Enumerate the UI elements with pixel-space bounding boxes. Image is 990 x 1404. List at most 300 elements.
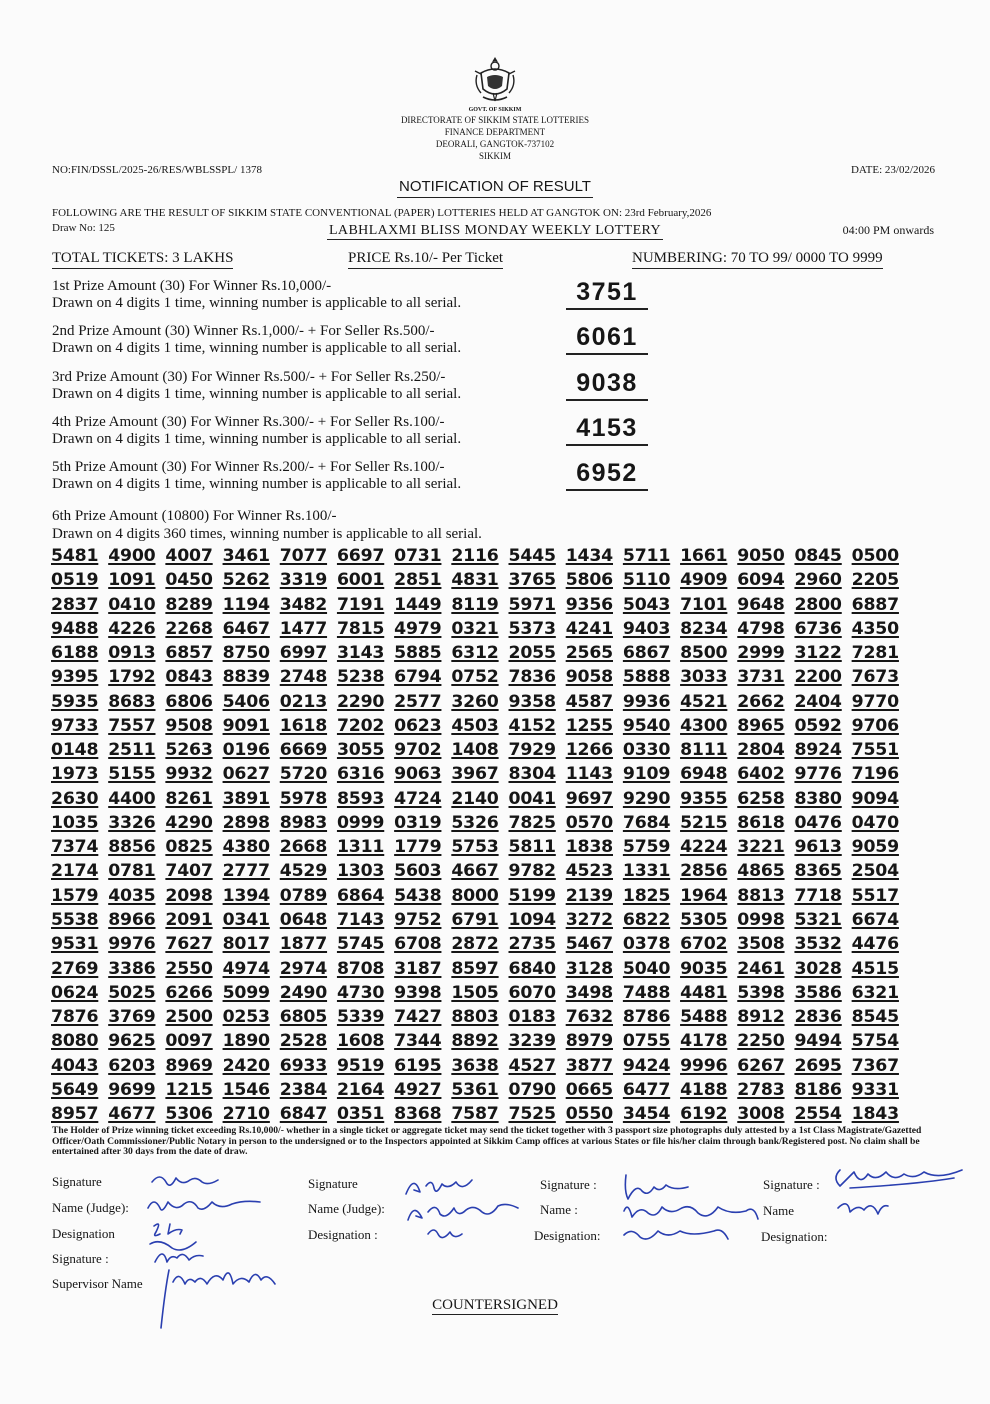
sixth-prize-number: 5467 (565, 934, 613, 955)
sixth-prize-number: 8368 (394, 1104, 442, 1125)
sixth-prize-number: 8234 (680, 618, 728, 639)
sixth-prize-number: 9050 (737, 546, 785, 566)
sixth-prize-number: 9702 (394, 740, 442, 761)
sixth-prize-number: 1091 (108, 570, 156, 591)
sixth-prize-number: 6070 (508, 982, 556, 1003)
prize-row-5 (52, 459, 638, 499)
sixth-prize-number: 5339 (336, 1007, 385, 1028)
sixth-prize-number: 1890 (222, 1031, 270, 1052)
sixth-prize-number: 2098 (165, 885, 213, 906)
sixth-prize-number: 9648 (737, 594, 785, 615)
sixth-prize-number: 4152 (508, 715, 556, 736)
sixth-prize-number: 8593 (336, 788, 385, 809)
sixth-prize-number: 4515 (851, 958, 899, 979)
sixth-prize-number: 6001 (336, 570, 385, 591)
state-emblem-icon (473, 55, 517, 107)
notification-date: DATE: 23/02/2026 (850, 164, 935, 176)
sixth-prize-number: 6736 (794, 618, 842, 639)
prize-row-4 (52, 414, 638, 454)
sixth-prize-number: 2205 (851, 570, 899, 591)
sixth-prize-number: 3319 (279, 570, 328, 591)
sixth-prize-number: 5043 (622, 594, 671, 615)
sixth-prize-number: 5935 (51, 691, 99, 712)
sixth-prize-number: 0843 (165, 667, 213, 688)
sixth-prize-number: 7551 (851, 740, 899, 761)
sixth-prize-number: 8839 (222, 667, 270, 688)
sixth-prize-number: 9782 (508, 861, 556, 882)
sixth-prize-number: 3272 (565, 909, 613, 930)
sixth-prize-number: 6312 (451, 643, 499, 664)
sixth-prize-number: 7191 (336, 594, 385, 615)
sixth-prize-number: 9058 (565, 667, 613, 688)
address-line: DEORALI, GANGTOK-737102 (435, 139, 555, 149)
sixth-prize-number: 5199 (508, 885, 556, 906)
sixth-prize-number: 7407 (165, 861, 213, 882)
sixth-prize-number: 6674 (851, 909, 899, 930)
prize-description (52, 459, 552, 493)
sixth-prize-number: 6933 (279, 1055, 328, 1076)
prize-row-2 (52, 323, 638, 363)
prize-draw-line: Drawn on 4 digits 1 time, winning number is applicable to all serial. (52, 295, 462, 311)
name-label-4: Name (763, 1203, 795, 1218)
sixth-prize-number: 6669 (279, 740, 328, 761)
sixth-prize-number: 2668 (279, 837, 328, 858)
sixth-prize-number: 4226 (108, 618, 156, 639)
sixth-prize-number: 9697 (565, 788, 613, 809)
sixth-prize-number: 9358 (508, 691, 556, 712)
sixth-prize-number: 8545 (851, 1007, 899, 1028)
sixth-prize-number: 0592 (794, 715, 842, 736)
sixth-prize-number: 6805 (279, 1007, 328, 1028)
sixth-prize-number: 2500 (165, 1007, 213, 1028)
sixth-prize-number: 6806 (165, 691, 213, 712)
sixth-prize-number: 0041 (508, 788, 556, 809)
sixth-prize-number: 9752 (394, 909, 442, 930)
sixth-prize-number: 9625 (108, 1031, 156, 1052)
sixth-prize-number: 1394 (222, 885, 270, 906)
prize-draw-line: Drawn on 4 digits 1 time, winning number is applicable to all serial. (52, 386, 462, 402)
sixth-prize-number: 8000 (451, 885, 499, 906)
sixth-prize-number: 4927 (394, 1079, 442, 1100)
sixth-prize-number: 0781 (108, 861, 156, 882)
sixth-prize-number: 9540 (622, 715, 671, 736)
sixth-prize-number: 2091 (165, 909, 213, 930)
sixth-prize-number: 2800 (794, 594, 842, 615)
sixth-prize-number: 4350 (851, 618, 899, 639)
sixth-prize-number: 5361 (451, 1079, 499, 1100)
sixth-prize-number: 3221 (737, 837, 785, 858)
sixth-prize-number: 0825 (165, 837, 213, 858)
sixth-prize-number: 8966 (108, 909, 156, 930)
sixth-prize-number: 6867 (622, 643, 671, 664)
sixth-prize-number: 9706 (851, 715, 899, 736)
sixth-prize-number: 5754 (851, 1031, 899, 1052)
sixth-prize-number: 4380 (222, 837, 270, 858)
sixth-prize-number: 1449 (394, 594, 442, 615)
sixth-prize-number: 1973 (51, 764, 99, 785)
sixth-prize-number: 0319 (394, 812, 442, 833)
sixth-prize-number: 9776 (794, 764, 842, 785)
sixth-prize-number: 0845 (794, 546, 842, 566)
sixth-prize-number: 1661 (680, 546, 728, 566)
sixth-prize-number: 1311 (336, 837, 385, 858)
signature-label-3: Signature : (540, 1177, 597, 1192)
sixth-prize-number: 6195 (394, 1055, 442, 1076)
sixth-prize-number: 1792 (108, 667, 156, 688)
sixth-prize-number: 6192 (680, 1104, 728, 1125)
sixth-prize-number: 5262 (222, 570, 270, 591)
sixth-prize-number: 7101 (680, 594, 728, 615)
sixth-prize-number: 6188 (51, 643, 99, 664)
prize-draw-line: Drawn on 4 digits 1 time, winning number is applicable to all serial. (52, 340, 462, 356)
sixth-prize-number: 1505 (451, 982, 499, 1003)
designation-label-3: Designation: (534, 1228, 601, 1243)
sixth-prize-number: 3260 (451, 691, 499, 712)
sixth-prize-number: 2630 (51, 788, 99, 809)
sixth-prize-number: 2200 (794, 667, 842, 688)
sixth-prize-number: 1618 (279, 715, 328, 736)
sixth-prize-number: 9094 (851, 788, 899, 809)
sixth-prize-number: 6467 (222, 618, 270, 639)
designation-label-4: Designation: (761, 1229, 828, 1244)
sixth-prize-number: 3731 (737, 667, 785, 688)
sixth-prize-number: 8261 (165, 788, 213, 809)
sixth-prize-number: 3326 (108, 812, 156, 833)
sixth-prize-number: 8969 (165, 1055, 213, 1076)
sixth-prize-number: 8924 (794, 740, 842, 761)
sixth-prize-number: 6864 (336, 885, 385, 906)
sixth-prize-number: 7488 (622, 982, 671, 1003)
sixth-prize-number: 7825 (508, 812, 556, 833)
sixth-prize-number: 4521 (680, 691, 728, 712)
draw-number: Draw No: 125 (52, 222, 115, 234)
sixth-prize-number: 9976 (108, 934, 156, 955)
sixth-prize-number: 4529 (279, 861, 328, 882)
sixth-prize-number: 0351 (336, 1104, 385, 1125)
prize-amount-line: 1st Prize Amount (30) For Winner Rs.10,000/- (52, 278, 332, 294)
sixth-prize-number: 3482 (279, 594, 328, 615)
sixth-prize-number: 6857 (165, 643, 213, 664)
sixth-prize-number: 8803 (451, 1007, 499, 1028)
sixth-prize-number: 8597 (451, 958, 499, 979)
sixth-prize-number: 4007 (165, 546, 213, 566)
sixth-prize-number: 9331 (851, 1079, 899, 1100)
sixth-prize-number: 1608 (336, 1031, 385, 1052)
prize-draw-line: Drawn on 4 digits 1 time, winning number is applicable to all serial. (52, 431, 462, 447)
sixth-prize-number: 1194 (222, 594, 270, 615)
prize-draw-line: Drawn on 4 digits 1 time, winning number is applicable to all serial. (52, 476, 462, 492)
sixth-prize-number: 4724 (394, 788, 442, 809)
sixth-prize-number: 4481 (680, 982, 728, 1003)
sixth-prize-number: 6697 (336, 546, 385, 566)
draw-statement: FOLLOWING ARE THE RESULT OF SIKKIM STATE CONVENTIONAL (PAPER) LOTTERIES HELD AT GANGTOK ON: 23rd February,2026 (52, 207, 712, 219)
sixth-prize-number: 4900 (108, 546, 156, 566)
sixth-prize-number: 2856 (680, 861, 728, 882)
sixth-prize-number: 1843 (851, 1104, 899, 1125)
sixth-prize-number: 9936 (622, 691, 671, 712)
sixth-prize-number: 2550 (165, 958, 213, 979)
sixth-prize-number: 0570 (565, 812, 613, 833)
sixth-prize-number: 4035 (108, 885, 156, 906)
signature-label-4: Signature : (763, 1177, 820, 1192)
sixth-prize-number: 7587 (451, 1104, 499, 1125)
sixth-prize-number: 9424 (622, 1055, 671, 1076)
prize-row-1 (52, 278, 638, 318)
sixth-prize-number: 2268 (165, 618, 213, 639)
sixth-prize-number: 2290 (336, 691, 385, 712)
sixth-prize-number: 5481 (51, 546, 99, 566)
sixth-prize-number: 9699 (108, 1079, 156, 1100)
sixth-prize-draw-line: Drawn on 4 digits 360 times, winning number is applicable to all serial. (52, 526, 482, 542)
sixth-prize-number: 9519 (336, 1055, 385, 1076)
countersigned-label: COUNTERSIGNED (432, 1297, 558, 1313)
sixth-prize-number: 5517 (851, 885, 899, 906)
sixth-prize-number: 1477 (279, 618, 328, 639)
sixth-prize-number: 0731 (394, 546, 442, 566)
sixth-prize-number: 1303 (336, 861, 385, 882)
sixth-prize-number: 9488 (51, 618, 99, 639)
supervisor-name-label: Supervisor Name (52, 1276, 143, 1291)
name-judge-label-1: Name (Judge): (52, 1200, 129, 1215)
sixth-prize-number: 0519 (51, 570, 99, 591)
prize-amount-line: 2nd Prize Amount (30) Winner Rs.1,000/- + For Seller Rs.500/- (52, 323, 435, 339)
sixth-prize-number: 7627 (165, 934, 213, 955)
sixth-prize-number: 7929 (508, 740, 556, 761)
sixth-prize-number: 0330 (622, 740, 671, 761)
sixth-prize-number: 2511 (108, 740, 156, 761)
sixth-prize-number: 2250 (737, 1031, 785, 1052)
sixth-prize-number: 5888 (622, 667, 671, 688)
sixth-prize-number: 6887 (851, 594, 899, 615)
directorate-line: DIRECTORATE OF SIKKIM STATE LOTTERIES (400, 115, 590, 125)
sixth-prize-number: 2804 (737, 740, 785, 761)
sixth-prize-number: 1215 (165, 1079, 213, 1100)
name-label-3: Name : (540, 1202, 578, 1217)
sixth-prize-number: 6847 (279, 1104, 328, 1125)
sixth-prize-number: 9355 (680, 788, 728, 809)
sixth-prize-number: 3033 (680, 667, 728, 688)
sixth-prize-number: 9398 (394, 982, 442, 1003)
sixth-prize-number: 6822 (622, 909, 671, 930)
sixth-prize-number: 8289 (165, 594, 213, 615)
signature-label-2: Signature (308, 1176, 358, 1191)
sixth-prize-number: 1779 (394, 837, 442, 858)
sixth-prize-number: 6267 (737, 1055, 785, 1076)
sixth-prize-number: 0665 (565, 1079, 613, 1100)
sixth-prize-number: 5025 (108, 982, 156, 1003)
sixth-prize-number: 2174 (51, 861, 99, 882)
sixth-prize-number: 2140 (451, 788, 499, 809)
sixth-prize-number: 0196 (222, 740, 270, 761)
sixth-prize-number: 2898 (222, 812, 270, 833)
prize-row-3 (52, 369, 638, 409)
sixth-prize-number: 7367 (851, 1055, 899, 1076)
sixth-prize-number: 3638 (451, 1055, 499, 1076)
sixth-prize-number: 4241 (565, 618, 613, 639)
sixth-prize-number: 2055 (508, 643, 556, 664)
sixth-prize-number: 0789 (279, 885, 328, 906)
sixth-prize-number: 9932 (165, 764, 213, 785)
sixth-prize-number: 5406 (222, 691, 270, 712)
sixth-prize-number: 7344 (394, 1031, 442, 1052)
sixth-prize-number: 2872 (451, 934, 499, 955)
sixth-prize-number: 3187 (394, 958, 442, 979)
winning-number: 6952 (566, 459, 648, 491)
sixth-prize-number: 4974 (222, 958, 270, 979)
notification-title: NOTIFICATION OF RESULT (397, 178, 593, 198)
sixth-prize-number: 6203 (108, 1055, 156, 1076)
sixth-prize-number: 4730 (336, 982, 385, 1003)
sixth-prize-number: 6702 (680, 934, 728, 955)
sixth-prize-number: 4188 (680, 1079, 728, 1100)
sixth-prize-number: 8856 (108, 837, 156, 858)
sixth-prize-number: 9395 (51, 667, 99, 688)
sixth-prize-number: 6791 (451, 909, 499, 930)
prize-amount-line: 4th Prize Amount (30) For Winner Rs.300/- + For Seller Rs.100/- (52, 414, 445, 430)
sixth-prize-number: 3586 (794, 982, 842, 1003)
sixth-prize-number: 4224 (680, 837, 728, 858)
sixth-prize-number: 8979 (565, 1031, 613, 1052)
sixth-prize-number: 2769 (51, 958, 99, 979)
sixth-prize-number: 5488 (680, 1007, 728, 1028)
state-line: SIKKIM (478, 151, 511, 161)
designation-label-2: Designation : (308, 1227, 378, 1242)
sixth-prize-number: 6094 (737, 570, 785, 591)
sixth-prize-number: 0624 (51, 982, 99, 1003)
sixth-prize-number: 3128 (565, 958, 613, 979)
lottery-name-block (0, 221, 990, 239)
sixth-prize-number: 3461 (222, 546, 270, 566)
sixth-prize-number: 4400 (108, 788, 156, 809)
sixth-prize-number: 4865 (737, 861, 785, 882)
sixth-prize-number: 2836 (794, 1007, 842, 1028)
sixth-prize-number: 9091 (222, 715, 270, 736)
sixth-prize-number: 0097 (165, 1031, 213, 1052)
sixth-prize-number: 0913 (108, 643, 156, 664)
total-tickets: TOTAL TICKETS: 3 LAKHS (52, 249, 233, 269)
handwritten-signature-supervisor (145, 1240, 295, 1330)
sixth-prize-number: 2164 (336, 1079, 385, 1100)
letterhead (0, 55, 990, 162)
winning-number: 4153 (566, 414, 648, 446)
sixth-prize-number: 1579 (51, 885, 99, 906)
sixth-prize-number: 7525 (508, 1104, 556, 1125)
sixth-prize-number: 4587 (565, 691, 613, 712)
sixth-prize-number: 2504 (851, 861, 899, 882)
sixth-prize-number: 6321 (851, 982, 899, 1003)
sixth-prize-number: 7196 (851, 764, 899, 785)
sixth-prize-number: 8618 (737, 812, 785, 833)
sixth-prize-number: 8380 (794, 788, 842, 809)
sixth-prize-number: 5155 (108, 764, 156, 785)
sixth-prize-number: 7557 (108, 715, 156, 736)
gov-label: GOVT. OF SIKKIM (468, 107, 522, 113)
sixth-prize-number: 4667 (451, 861, 499, 882)
sixth-prize-number: 1825 (622, 885, 671, 906)
sixth-prize-number: 2735 (508, 934, 556, 955)
sixth-prize-number: 4677 (108, 1104, 156, 1125)
sixth-prize-number: 5806 (565, 570, 613, 591)
sixth-prize-number: 6258 (737, 788, 785, 809)
sixth-prize-number: 8813 (737, 885, 785, 906)
sixth-prize-number: 7077 (279, 546, 328, 566)
sixth-prize-number: 9531 (51, 934, 99, 955)
sixth-prize-number: 8500 (680, 643, 728, 664)
sixth-prize-number: 5215 (680, 812, 728, 833)
sixth-prize-number: 1877 (279, 934, 328, 955)
sixth-prize-number: 4043 (51, 1055, 99, 1076)
sixth-prize-number: 8912 (737, 1007, 785, 1028)
sixth-prize-number: 5649 (51, 1079, 99, 1100)
sixth-prize-number: 5759 (622, 837, 671, 858)
sixth-prize-number: 2837 (51, 594, 99, 615)
sixth-prize-number: 1546 (222, 1079, 270, 1100)
sixth-prize-number: 3239 (508, 1031, 556, 1052)
handwritten-signature-judge-2 (400, 1168, 530, 1248)
sixth-prize-number: 8965 (737, 715, 785, 736)
sixth-prize-number: 5445 (508, 546, 556, 566)
sixth-prize-number: 9733 (51, 715, 99, 736)
sixth-prize-number: 0550 (565, 1104, 613, 1125)
sixth-prize-number: 0755 (622, 1031, 671, 1052)
sixth-prize-number: 8080 (51, 1031, 99, 1052)
prize-description (52, 369, 552, 403)
sixth-prize-number: 9290 (622, 788, 671, 809)
sixth-prize-number: 5438 (394, 885, 442, 906)
sixth-prize-number: 7836 (508, 667, 556, 688)
sixth-prize-number: 9996 (680, 1055, 728, 1076)
sixth-prize-number: 9356 (565, 594, 613, 615)
sixth-prize-number: 0790 (508, 1079, 556, 1100)
sixth-prize-number: 5978 (279, 788, 328, 809)
sixth-prize-number: 2974 (279, 958, 328, 979)
sixth-prize-number: 5603 (394, 861, 442, 882)
sixth-prize-number: 0500 (851, 546, 899, 566)
sixth-prize-number: 1838 (565, 837, 613, 858)
sixth-prize-number: 8304 (508, 764, 556, 785)
sixth-prize-number-grid (51, 546, 909, 1128)
sixth-prize-number: 5720 (279, 764, 328, 785)
sixth-prize-number: 3769 (108, 1007, 156, 1028)
sixth-prize-number: 7684 (622, 812, 671, 833)
sixth-prize-number: 8111 (680, 740, 728, 761)
sixth-prize-number: 0648 (279, 909, 328, 930)
sixth-prize-number: 3532 (794, 934, 842, 955)
sixth-prize-number: 0752 (451, 667, 499, 688)
sixth-prize-number: 0183 (508, 1007, 556, 1028)
sixth-prize-number: 0253 (222, 1007, 270, 1028)
sixth-prize-number: 6266 (165, 982, 213, 1003)
sixth-prize-number: 5306 (165, 1104, 213, 1125)
sixth-prize-number: 2960 (794, 570, 842, 591)
sixth-prize-number: 0148 (51, 740, 99, 761)
sixth-prize-number: 2710 (222, 1104, 270, 1125)
sixth-prize-number: 7718 (794, 885, 842, 906)
sixth-prize-number: 6708 (394, 934, 442, 955)
sixth-prize-number: 5326 (451, 812, 499, 833)
sixth-prize-number: 0341 (222, 909, 270, 930)
sixth-prize-number: 5811 (508, 837, 556, 858)
sixth-prize-number: 7374 (51, 837, 99, 858)
sixth-prize-number: 6997 (279, 643, 328, 664)
draw-time: 04:00 PM onwards (842, 223, 934, 237)
sixth-prize-number: 3143 (336, 643, 385, 664)
sixth-prize-number: 3028 (794, 958, 842, 979)
sixth-prize-number: 8708 (336, 958, 385, 979)
sixth-prize-number: 9494 (794, 1031, 842, 1052)
lottery-name: LABHLAXMI BLISS MONDAY WEEKLY LOTTERY (328, 223, 662, 238)
sixth-prize-number: 5398 (737, 982, 785, 1003)
